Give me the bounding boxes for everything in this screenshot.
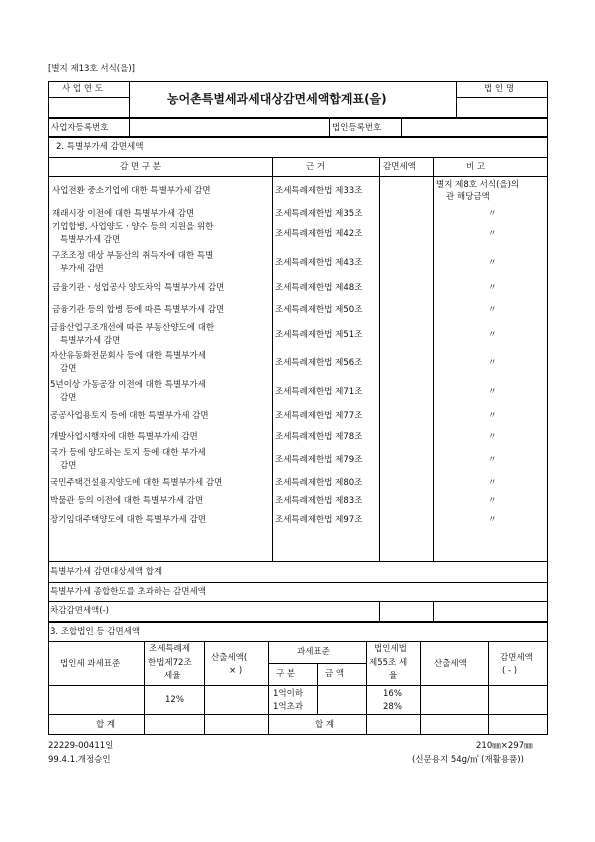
- form-number: [별지 제13호 서식(을)]: [48, 64, 135, 74]
- law-header-c: 율: [389, 671, 398, 681]
- row-note: 〃: [488, 387, 497, 397]
- row-basis: 조세특례제한법 제78조: [275, 432, 363, 442]
- year-input[interactable]: [50, 99, 128, 116]
- row-basis: 조세특례제한법 제79조: [275, 455, 363, 465]
- row-note: 〃: [488, 411, 497, 421]
- row-note: 〃: [488, 358, 497, 368]
- total-label-right: 합 계: [315, 720, 335, 730]
- row-category-line2: 감면: [60, 461, 77, 471]
- law-header-a: 법인세법: [374, 644, 407, 654]
- row-basis: 조세특례제한법 제71조: [275, 387, 363, 397]
- excess-label: 특별부가세 종합한도를 초과하는 감면세액: [50, 587, 206, 597]
- row-category-line2: 감면: [60, 364, 77, 374]
- row-note: 〃: [488, 209, 497, 219]
- paper-size: 210㎜×297㎜: [476, 741, 533, 751]
- row-category: 구조조정 대상 부동산의 취득자에 대한 특별: [52, 251, 214, 261]
- row-note: 〃: [488, 455, 497, 465]
- row-note: 〃: [488, 478, 497, 488]
- row-category: 박물관 등의 이전에 대한 특별부가세 감면: [50, 496, 204, 506]
- col-note: 비 고: [466, 162, 486, 172]
- row-category: 금융산업구조개선에 따른 부동산양도에 대한: [50, 323, 215, 333]
- section2-title: 2. 특별부가세 감면세액: [56, 142, 144, 152]
- biz-reg-label: 사업자등록번호: [51, 123, 109, 133]
- reduction-header-a: 감면세액: [500, 653, 533, 663]
- diff-amount-input[interactable]: [379, 601, 434, 622]
- total-label-left: 합 계: [96, 720, 116, 730]
- corp-reg-label: 법인등록번호: [332, 123, 382, 133]
- row-basis: 조세특례제한법 제33조: [275, 186, 363, 196]
- row-basis: 조세특례제한법 제51조: [275, 330, 363, 340]
- row-basis: 조세특례제한법 제42조: [275, 229, 363, 239]
- corp-name-label: 법 인 명: [484, 84, 515, 94]
- rate-header-b: 한법제72조: [148, 658, 192, 668]
- section3-title: 3. 조합법인 등 감면세액: [50, 627, 141, 637]
- col-basis: 근 거: [306, 162, 326, 172]
- row-category-line2: 특별부가세 감면: [60, 235, 121, 245]
- base-header: 과세표준: [297, 647, 330, 657]
- row-note-line2: 관 해당금액: [446, 192, 490, 202]
- row-basis: 조세특례제한법 제43조: [275, 258, 363, 268]
- paper-type: (신문용지 54g/㎡ (재활용품)): [412, 755, 524, 765]
- row-category: 국민주택건설용지양도에 대한 특별부가세 감면: [50, 478, 223, 488]
- col-amount: 감면세액: [383, 162, 416, 172]
- law-header-b: 제55조 세: [369, 658, 408, 668]
- row-basis: 조세특례제한법 제50조: [275, 305, 363, 315]
- corp-std-header: 법인세 과세표준: [60, 659, 121, 669]
- row-basis: 조세특례제한법 제83조: [275, 496, 363, 506]
- sum-label: 특별부가세 감면대상세액 합계: [50, 567, 163, 577]
- law-rate-2: 28%: [383, 702, 402, 712]
- row-category: 국가 등에 양도하는 토지 등에 대한 부가세: [50, 448, 206, 458]
- calc-header-b: × ): [229, 666, 243, 676]
- row-note: 〃: [488, 283, 497, 293]
- row-note: 〃: [488, 515, 497, 525]
- row-note: 〃: [488, 496, 497, 506]
- row-basis: 조세특례제한법 제80조: [275, 478, 363, 488]
- row-category-line2: 특별부가세 감면: [60, 336, 121, 346]
- form-title: 농어촌특별세과세대상감면세액합계표(을): [167, 92, 387, 106]
- div-below: 1억이하: [273, 689, 304, 699]
- approval-date: 99.4.1.개정승인: [48, 755, 111, 765]
- year-label: 사 업 연 도: [62, 84, 103, 94]
- row-basis: 조세특례제한법 제48조: [275, 283, 363, 293]
- form-code: 22229-00411일: [48, 741, 114, 751]
- row-note: 〃: [488, 258, 497, 268]
- rate-header-c: 세율: [164, 671, 181, 681]
- corp-name-input[interactable]: [458, 99, 546, 116]
- row-category: 재래시장 이전에 대한 특별부가세 감면: [52, 209, 195, 219]
- row-category: 기업합병, 사업양도ㆍ양수 등의 지원을 위한: [52, 222, 214, 232]
- row-category: 금융기관ㆍ성업공사 양도차익 특별부가세 감면: [52, 283, 225, 293]
- row-note: 〃: [488, 305, 497, 315]
- row-note: 〃: [488, 330, 497, 340]
- div-above: 1억초과: [273, 702, 304, 712]
- biz-reg-input[interactable]: [131, 120, 327, 135]
- rate-value: 12%: [165, 695, 184, 705]
- row-category: 장기임대주택양도에 대한 특별부가세 감면: [50, 515, 206, 525]
- reduction-header-b: ( - ): [502, 666, 518, 676]
- row-basis: 조세특례제한법 제97조: [275, 515, 363, 525]
- row-basis: 조세특례제한법 제56조: [275, 358, 363, 368]
- row-note: 별지 제8호 서식(을)의: [436, 180, 520, 190]
- row-basis: 조세특례제한법 제35조: [275, 209, 363, 219]
- row-note: 〃: [488, 229, 497, 239]
- row-category: 5년이상 가동공장 이전에 대한 특별부가세: [50, 380, 206, 390]
- row-category: 개발사업시행자에 대한 특별부가세 감면: [50, 432, 198, 442]
- row-note: 〃: [488, 432, 497, 442]
- row-category: 사업전환 중소기업에 대한 특별부가세 감면: [52, 186, 211, 196]
- col-category: 감 면 구 분: [120, 162, 161, 172]
- rate-header-a: 조세특례제: [149, 644, 191, 654]
- row-basis: 조세특례제한법 제77조: [275, 411, 363, 421]
- law-rate-1: 16%: [383, 689, 402, 699]
- row-category: 자산유동화전문회사 등에 대한 특별부가세: [50, 351, 206, 361]
- calc-header-a: 산출세액(: [211, 653, 248, 663]
- row-category-line2: 감면: [60, 393, 77, 403]
- calc2-header: 산출세액: [434, 659, 467, 669]
- diff-label: 차감감면세액(-): [50, 606, 109, 616]
- corp-reg-input[interactable]: [403, 120, 546, 135]
- base-div-header: 구 분: [276, 669, 296, 679]
- base-amount-header: 금 액: [325, 669, 345, 679]
- row-category-line2: 부가세 감면: [60, 264, 104, 274]
- row-category: 금융기관 등의 합병 등에 따른 특별부가세 감면: [52, 305, 225, 315]
- row-category: 공공사업용토지 등에 대한 특별부가세 감면: [50, 411, 209, 421]
- section3-frame: [48, 622, 548, 735]
